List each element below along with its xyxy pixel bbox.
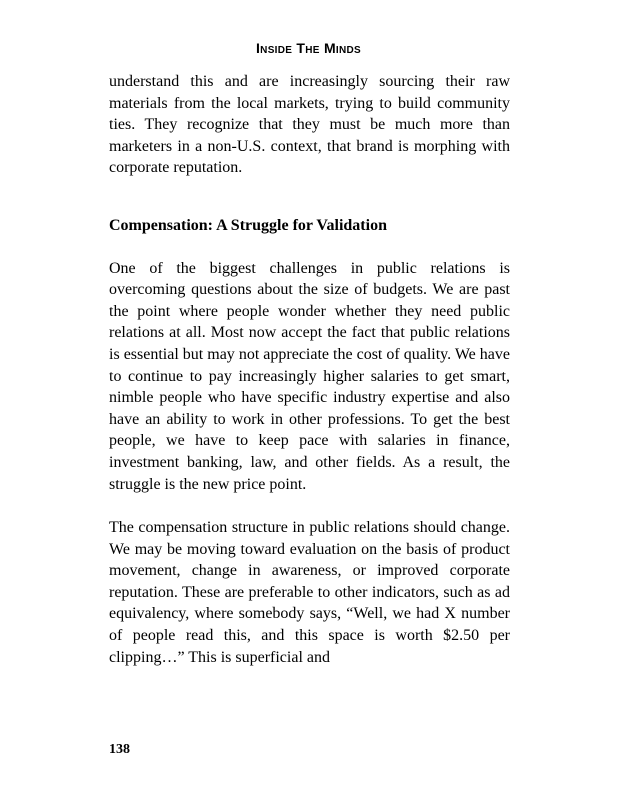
page-number: 138 [109,742,130,757]
body-paragraph-2: One of the biggest challenges in public relations is overcoming questions about the size of budgets. We are past the point where people wonder whether they need public relations at all. Most now accept the fact that public relations is essential but may not appreciate the cost of quality. We have to continue to pay increasingly higher salaries to get smart, nimble people who have specific industry expertise and also have an ability to work in other professions. To get the best people, we have to keep pace with salaries in finance, investment banking, law, and other fields. As a result, the struggle is the new price point. [109,259,510,493]
body-paragraph-1: understand this and are increasingly sourcing their raw materials from the local markets, trying to build community ties. They recognize that they must be much more than marketers in a non-U.S. context, that brand is morphing with corporate reputation. [109,73,510,177]
running-head: Inside The Minds [255,40,362,56]
page-body [109,71,510,668]
spacer [109,237,510,258]
body-paragraph-3: The compensation structure in public relations should change. We may be moving toward evaluation on the basis of product movement, change in awareness, or improved corporate reputation. These are preferable to other indicators, such as ad equivalency, where somebody says, “Well, we had X number of people read this, and this space is worth $2.50 per clipping…” This is superficial and [109,519,510,666]
section-heading: Compensation: A Struggle for Validation [109,216,387,234]
spacer [109,179,510,215]
spacer [109,495,510,517]
